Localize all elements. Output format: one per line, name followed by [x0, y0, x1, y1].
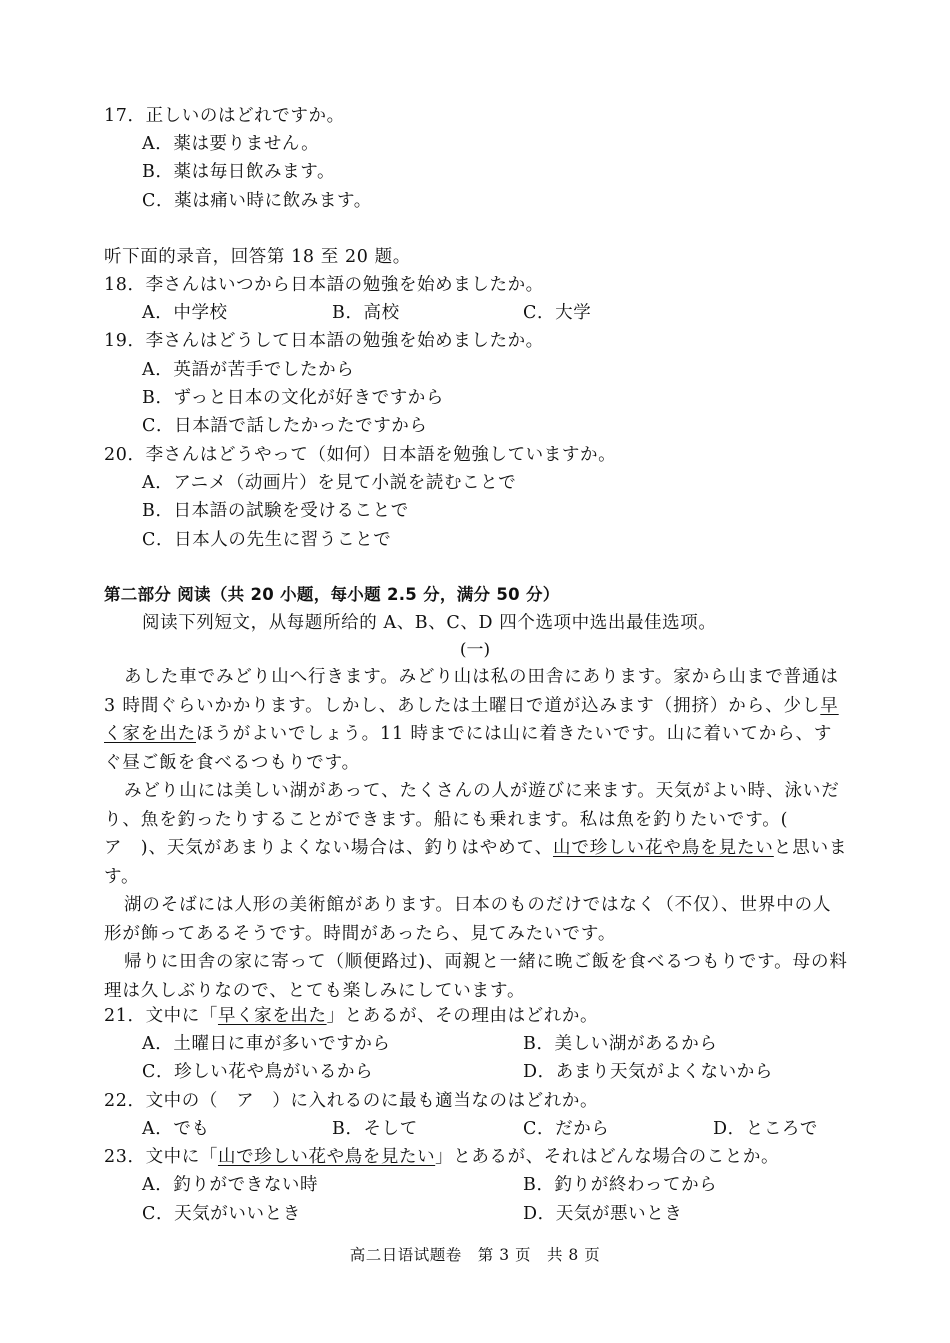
passage-paragraph-2	[104, 777, 848, 891]
passage-p2-text-b: と思います。	[104, 838, 848, 887]
question-19-option-a: A．英語が苦手でしたから	[142, 360, 355, 380]
section-number: (一)	[459, 640, 491, 660]
passage-p1-underlined: 早く家を出た	[104, 695, 839, 744]
q21-stem-pre: 21．文中に「	[104, 1006, 218, 1026]
question-22-option-c: C．だから	[523, 1119, 610, 1139]
passage-paragraph-1	[104, 663, 848, 777]
q23-stem-quote: 山で珍しい花や鳥を見たい	[217, 1147, 436, 1167]
question-18-option-c: C．大学	[523, 303, 592, 323]
question-17-option-b: B．薬は毎日飲みます。	[142, 162, 336, 182]
passage-paragraph-3: 湖のそばには人形の美術館があります。日本のものだけではなく（不仅）、世界中の人形が飾ってあるそうです。時間があったら、見てみたいです。	[104, 895, 832, 944]
part2-heading: 第二部分 阅读（共 20 小题，每小题 2.5 分，满分 50 分）	[104, 585, 560, 604]
passage-p2-text-a: みどり山には美しい湖があって、たくさんの人が遊びに来ます。天気がよい時、泳いだり、魚を釣ったりすることができます。船にも乗れます。私は魚を釣りたいです。( ア )、天気があまりよくない場合は、釣りはやめて、	[104, 781, 840, 858]
question-18-option-b: B．高校	[332, 303, 400, 323]
question-22-option-b: B．そして	[332, 1119, 418, 1139]
q23-stem-post: 」とあるが、それはどんな場合のことか。	[435, 1147, 780, 1167]
question-23-stem	[104, 1145, 779, 1169]
passage-p1-text-b: ほうがよいでしょう。11 時までには山に着きたいです。山に着いてから、すぐ昼ご飯を食べるつもりです。	[104, 724, 833, 773]
question-23-option-b: B．釣りが終わってから	[523, 1175, 718, 1195]
passage-p1-text-a: あした車でみどり山へ行きます。みどり山は私の田舎にあります。家から山まで普通は 3 時間ぐらいかかります。しかし、あしたは土曜日で道が込みます（拥挤）から、少し	[104, 667, 839, 716]
question-20-stem: 20．李さんはどうやって（如何）日本語を勉強していますか。	[104, 445, 617, 465]
passage-paragraph-4: 帰りに田舎の家に寄って（顺便路过)、両親と一緒に晩ご飯を食べるつもりです。母の料理は久しぶりなので、とても楽しみにしています。	[104, 952, 848, 1001]
question-19-option-c: C．日本語で話したかったですから	[142, 416, 428, 436]
q23-stem-pre: 23．文中に「	[104, 1147, 218, 1167]
listening-instruction: 听下面的录音，回答第 18 至 20 题。	[104, 247, 411, 267]
question-21-option-a: A．土曜日に車が多いですから	[142, 1034, 391, 1054]
question-21-option-c: C．珍しい花や鳥がいるから	[142, 1062, 374, 1082]
passage-p2-underlined: 山で珍しい花や鳥を見たい	[552, 838, 774, 858]
question-23-option-d: D．天気が悪いとき	[523, 1204, 683, 1224]
question-19-stem: 19．李さんはどうして日本語の勉強を始めましたか。	[104, 331, 544, 351]
question-22-option-d: D．ところで	[713, 1119, 818, 1139]
question-17-stem: 17．正しいのはどれですか。	[104, 106, 345, 126]
question-23-option-c: C．天気がいいとき	[142, 1204, 301, 1224]
question-20-option-b: B．日本語の試験を受けることで	[142, 501, 409, 521]
question-22-stem: 22．文中の（ ア ）に入れるのに最も適当なのはどれか。	[104, 1091, 599, 1111]
question-23-option-a: A．釣りができない時	[142, 1175, 319, 1195]
question-22-option-a: A．でも	[142, 1119, 210, 1139]
question-20-option-a: A．アニメ（动画片）を見て小説を読むことで	[142, 473, 517, 493]
question-18-stem: 18．李さんはいつから日本語の勉強を始めましたか。	[104, 275, 544, 295]
question-17-option-a: A．薬は要りません。	[142, 134, 320, 154]
question-19-option-b: B．ずっと日本の文化が好きですから	[142, 388, 445, 408]
q21-stem-quote: 早く家を出た	[217, 1006, 327, 1026]
question-18-option-a: A．中学校	[142, 303, 228, 323]
part2-instruction: 阅读下列短文，从每题所给的 A、B、C、D 四个选项中选出最佳选项。	[142, 613, 717, 633]
q21-stem-post: 」とあるが、その理由はどれか。	[326, 1006, 599, 1026]
page-footer: 高二日语试题卷 第 3 页 共 8 页	[349, 1246, 601, 1264]
question-21-option-d: D．あまり天気がよくないから	[523, 1062, 773, 1082]
question-21-option-b: B．美しい湖があるから	[523, 1034, 718, 1054]
question-17-option-c: C．薬は痛い時に飲みます。	[142, 191, 372, 211]
question-20-option-c: C．日本人の先生に習うことで	[142, 530, 392, 550]
question-21-stem	[104, 1004, 598, 1028]
